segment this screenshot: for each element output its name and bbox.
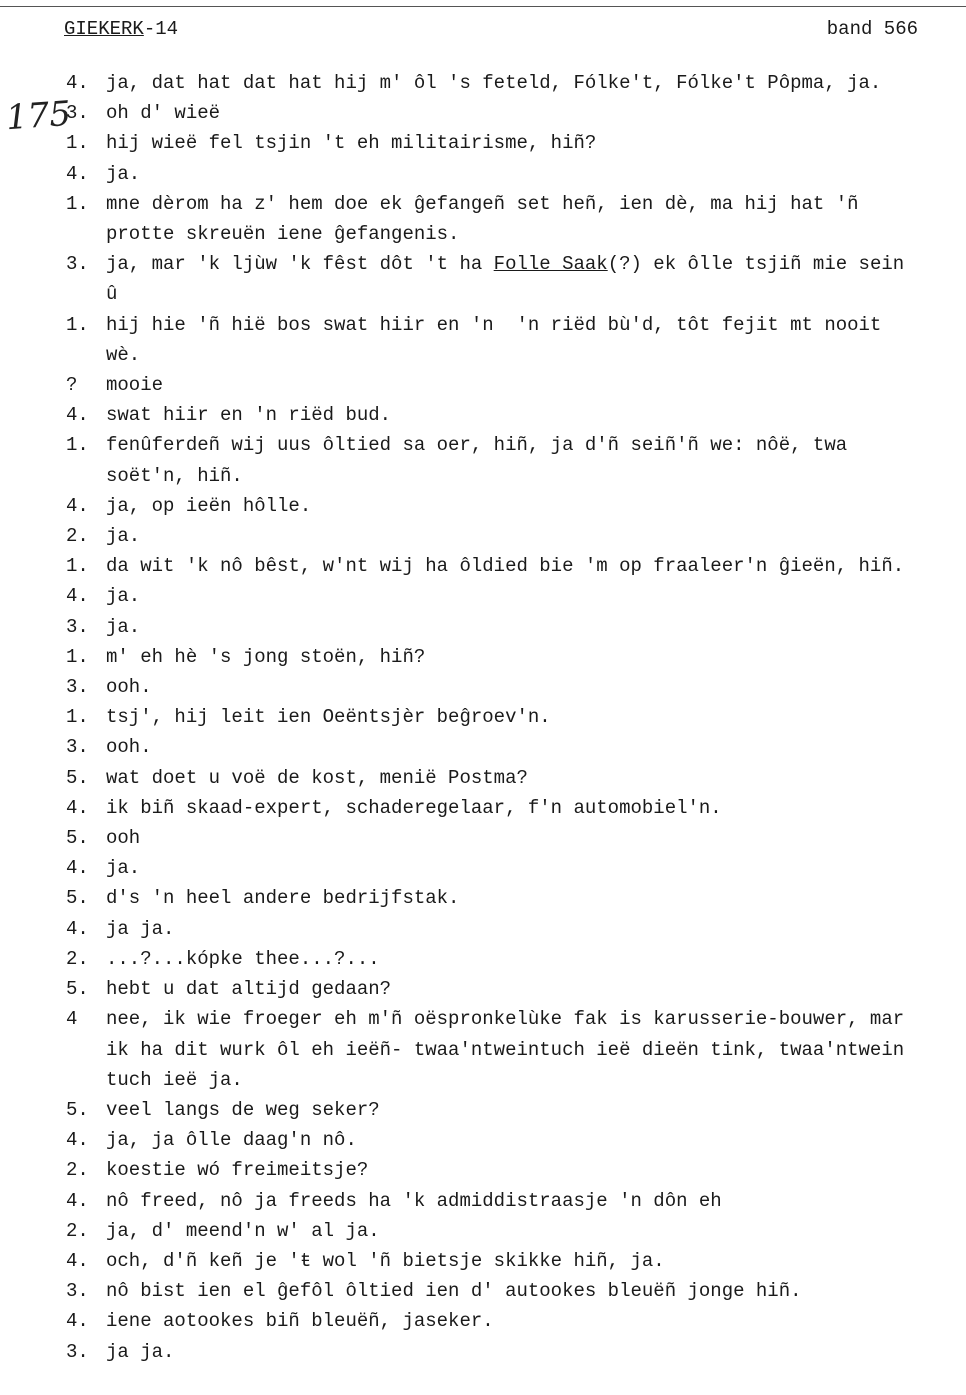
speaker-number: 2. bbox=[66, 1219, 89, 1242]
top-rule bbox=[0, 6, 966, 7]
speaker-number: 3. bbox=[66, 676, 89, 699]
transcript-line bbox=[66, 1276, 966, 1306]
transcript-line bbox=[66, 1337, 966, 1367]
speaker-number: 5. bbox=[66, 1098, 89, 1121]
transcript-continuation-line: tuch ieë ja. bbox=[106, 1068, 243, 1091]
speaker-number: 2. bbox=[66, 947, 89, 970]
utterance-text: ja. bbox=[106, 857, 141, 880]
transcript-line bbox=[66, 430, 966, 460]
utterance-text: ik biñ skaad-expert, schaderegelaar, f'n automobiel'n. bbox=[106, 796, 722, 819]
utterance-text: och, d'ñ keñ je 'ŧ wol 'ñ bietsje skikke hiñ, ja. bbox=[106, 1249, 665, 1272]
speaker-number: 4. bbox=[66, 585, 89, 608]
speaker-number: 3. bbox=[66, 1280, 89, 1303]
document-id-suffix: -14 bbox=[143, 18, 179, 40]
speaker-number: 5. bbox=[66, 827, 89, 850]
transcript-continuation-line: wè. bbox=[106, 343, 141, 366]
speaker-number: 1. bbox=[66, 645, 89, 668]
transcript-line bbox=[66, 98, 966, 128]
utterance-text: ooh bbox=[106, 827, 141, 850]
utterance-text: ja, dat hat dat hat hij m' ôl 's feteld, Fólke't, Fólke't Pôpma, ja. bbox=[106, 72, 882, 94]
transcript-line bbox=[66, 491, 966, 521]
speaker-number: 2. bbox=[66, 1159, 89, 1182]
utterance-text: hij hie 'ñ hië bos swat hiir en 'n 'n riëd bù'd, tôt fejit mt nooit bbox=[106, 313, 882, 336]
utterance-text: ...?...kópke thee...?... bbox=[106, 947, 380, 970]
transcript-line bbox=[66, 1095, 966, 1125]
utterance-text: nô bist ien el ĝefôl ôltied ien d' autookes bleuëñ jonge hiñ. bbox=[106, 1280, 802, 1303]
speaker-number: 4. bbox=[66, 1249, 89, 1272]
transcript-line bbox=[66, 521, 966, 551]
transcript-line bbox=[66, 763, 966, 793]
transcript-line bbox=[66, 189, 966, 219]
speaker-number: 4. bbox=[66, 1129, 89, 1152]
transcript-line bbox=[66, 1125, 966, 1155]
document-id bbox=[64, 18, 178, 40]
transcript-line bbox=[66, 370, 966, 400]
utterance-text: ja, d' meend'n w' al ja. bbox=[106, 1219, 380, 1242]
speaker-number: 4. bbox=[66, 404, 89, 427]
utterance-text: ja, op ieën hôlle. bbox=[106, 494, 312, 517]
transcript-line bbox=[66, 702, 966, 732]
utterance-text: ja ja. bbox=[106, 1340, 175, 1363]
transcript-line bbox=[66, 732, 966, 762]
transcript-line bbox=[66, 128, 966, 158]
speaker-number: 1. bbox=[66, 192, 89, 215]
transcript-line bbox=[66, 159, 966, 189]
speaker-number: 4. bbox=[66, 796, 89, 819]
speaker-number: 3. bbox=[66, 736, 89, 759]
speaker-number: 1. bbox=[66, 132, 89, 155]
transcript-line bbox=[66, 310, 966, 340]
utterance-text: hebt u dat altijd gedaan? bbox=[106, 978, 392, 1001]
transcript-line bbox=[66, 672, 966, 702]
speaker-number: 2. bbox=[66, 525, 89, 548]
utterance-text: ja. bbox=[106, 585, 141, 608]
utterance-text: da wit 'k nô bêst, w'nt wij ha ôldied bie 'm op fraaleer'n ĝieën, hiñ. bbox=[106, 555, 905, 578]
utterance-text: tsj', hij leit ien Oeëntsjèr beĝroev'n. bbox=[106, 706, 551, 729]
transcript-line bbox=[66, 642, 966, 672]
speaker-number: 4. bbox=[66, 494, 89, 517]
speaker-number: 4. bbox=[66, 1310, 89, 1333]
transcript-line bbox=[66, 883, 966, 913]
utterance-text: nô freed, nô ja freeds ha 'k admiddistraasje 'n dôn eh bbox=[106, 1189, 722, 1212]
speaker-number: 1. bbox=[66, 706, 89, 729]
transcript-line bbox=[66, 1306, 966, 1336]
utterance-text: ja. bbox=[106, 162, 141, 185]
speaker-number: 1. bbox=[66, 555, 89, 578]
speaker-number: 4. bbox=[66, 917, 89, 940]
underlined-phrase: Folle Saak bbox=[493, 253, 608, 276]
handwritten-margin-note: 175 bbox=[4, 93, 73, 139]
speaker-number: 4. bbox=[66, 162, 89, 185]
speaker-number: 3. bbox=[66, 615, 89, 638]
transcript-line bbox=[66, 1246, 966, 1276]
transcript-line bbox=[66, 1216, 966, 1246]
transcript-line bbox=[66, 400, 966, 430]
transcript-line bbox=[66, 944, 966, 974]
utterance-text: oh d' wieë bbox=[106, 102, 221, 125]
tape-number: band 566 bbox=[826, 18, 918, 40]
transcript-continuation-line: protte skreuën iene ĝefangenis. bbox=[106, 223, 460, 246]
utterance-text: hij wieë fel tsjin 't eh militairisme, hiñ? bbox=[106, 132, 597, 155]
utterance-text: ja ja. bbox=[106, 917, 175, 940]
utterance-text: swat hiir en 'n riëd bud. bbox=[106, 404, 392, 427]
transcript-line bbox=[66, 1004, 966, 1034]
speaker-number: 3. bbox=[66, 1340, 89, 1363]
utterance-text: ja. bbox=[106, 525, 141, 548]
speaker-number: 4. bbox=[66, 857, 89, 880]
transcript-continuation-line: ik ha dit wurk ôl eh ieëñ- twaa'ntweintuch ieë dieën tink, twaa'ntwein bbox=[106, 1038, 905, 1061]
speaker-number: 5. bbox=[66, 887, 89, 910]
transcript-line bbox=[66, 1186, 966, 1216]
utterance-text: mne dèrom ha z' hem doe ek ĝefangeñ set heñ, ien dè, ma hij hat 'ñ bbox=[106, 192, 859, 215]
transcript bbox=[66, 68, 966, 1367]
transcript-line bbox=[66, 974, 966, 1004]
transcript-line bbox=[66, 581, 966, 611]
utterance-text: d's 'n heel andere bedrijfstak. bbox=[106, 887, 460, 910]
speaker-number: 3. bbox=[66, 253, 89, 276]
transcript-line bbox=[66, 551, 966, 581]
utterance-text: wat doet u voë de kost, menië Postma? bbox=[106, 766, 528, 789]
speaker-number: 5. bbox=[66, 766, 89, 789]
transcript-line bbox=[66, 853, 966, 883]
utterance-text: iene aotookes biñ bleuëñ, jaseker. bbox=[106, 1310, 494, 1333]
speaker-number: ? bbox=[66, 374, 78, 397]
speaker-number: 4. bbox=[66, 1189, 89, 1212]
speaker-number: 1. bbox=[66, 434, 89, 457]
utterance-text: ja, ja ôlle daag'n nô. bbox=[106, 1129, 357, 1152]
utterance-text-part: (?) ek ôlle tsjiñ mie sein bbox=[607, 253, 905, 276]
utterance-text: mooie bbox=[106, 374, 164, 397]
speaker-number: 4 bbox=[66, 1008, 78, 1031]
speaker-number: 1. bbox=[66, 313, 89, 336]
utterance-text: nee, ik wie froeger eh m'ñ oëspronkelùke fak is karusserie-bouwer, mar bbox=[106, 1008, 905, 1031]
speaker-number: 4. bbox=[66, 72, 89, 94]
utterance-text: ooh. bbox=[106, 736, 152, 759]
utterance-text: koestie wó freimeitsje? bbox=[106, 1159, 369, 1182]
speaker-number: 3. bbox=[66, 102, 89, 125]
utterance-text: ja. bbox=[106, 615, 141, 638]
transcript-line bbox=[66, 914, 966, 944]
transcript-line bbox=[66, 1155, 966, 1185]
document-id-prefix: GIEKERK bbox=[64, 18, 144, 40]
utterance-text: fenûferdeñ wij uus ôltied sa oer, hiñ, ja d'ñ seiñ'ñ we: nôë, twa bbox=[106, 434, 848, 457]
transcript-continuation-line: soët'n, hiñ. bbox=[106, 464, 243, 487]
utterance-text-part: ja, mar 'k ljùw 'k fêst dôt 't ha bbox=[106, 253, 494, 276]
utterance-text: m' eh hè 's jong stoën, hiñ? bbox=[106, 645, 426, 668]
transcript-line bbox=[66, 612, 966, 642]
transcript-line bbox=[66, 249, 966, 279]
utterance-text: veel langs de weg seker? bbox=[106, 1098, 380, 1121]
transcript-line bbox=[66, 823, 966, 853]
transcript-line bbox=[66, 793, 966, 823]
speaker-number: 5. bbox=[66, 978, 89, 1001]
utterance-text bbox=[106, 249, 904, 279]
transcript-continuation-line: û bbox=[106, 283, 118, 306]
utterance-text: ooh. bbox=[106, 676, 152, 699]
transcript-line bbox=[66, 68, 966, 98]
